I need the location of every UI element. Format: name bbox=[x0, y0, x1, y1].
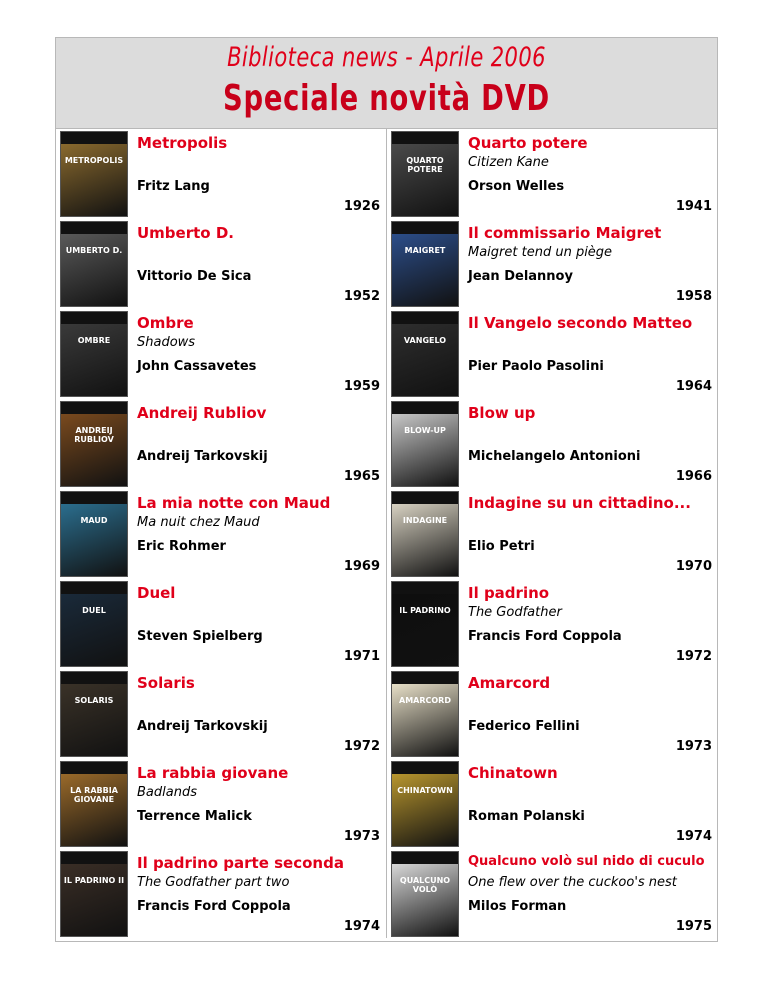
dvd-cover-band bbox=[61, 672, 127, 684]
film-director: Milos Forman bbox=[468, 899, 567, 914]
film-director: Roman Polanski bbox=[468, 809, 585, 824]
dvd-cover-label: QUALCUNO VOLÒ bbox=[399, 876, 451, 894]
film-year: 1974 bbox=[343, 919, 380, 934]
film-title: Indagine su un cittadino... bbox=[468, 494, 691, 512]
film-title: La mia notte con Maud bbox=[137, 494, 331, 512]
dvd-cover-art bbox=[392, 414, 458, 486]
dvd-info bbox=[468, 218, 714, 308]
dvd-cover-band bbox=[61, 492, 127, 504]
dvd-cover-art bbox=[392, 144, 458, 216]
dvd-cover-image bbox=[391, 671, 459, 757]
dvd-item bbox=[56, 668, 387, 758]
film-title: Quarto potere bbox=[468, 134, 588, 152]
dvd-cover-label: VANGELO bbox=[403, 336, 447, 345]
dvd-cover-band bbox=[61, 132, 127, 144]
dvd-cover-image bbox=[60, 761, 128, 847]
dvd-cover-band bbox=[392, 132, 458, 144]
film-director: Andreij Tarkovskij bbox=[137, 449, 268, 464]
dvd-cover-image bbox=[60, 401, 128, 487]
dvd-cover-band bbox=[392, 672, 458, 684]
dvd-cover-label: IL PADRINO II bbox=[63, 876, 125, 885]
dvd-cover-art bbox=[61, 144, 127, 216]
dvd-cover-band bbox=[61, 762, 127, 774]
dvd-cover-art bbox=[61, 774, 127, 846]
film-year: 1974 bbox=[675, 829, 712, 844]
film-director: Andreij Tarkovskij bbox=[137, 719, 268, 734]
dvd-item bbox=[56, 128, 387, 218]
film-year: 1970 bbox=[675, 559, 712, 574]
dvd-cover-image bbox=[391, 131, 459, 217]
film-title: Chinatown bbox=[468, 764, 558, 782]
dvd-cover-band bbox=[392, 312, 458, 324]
dvd-info bbox=[137, 668, 382, 758]
film-title: Blow up bbox=[468, 404, 536, 422]
dvd-cover-art bbox=[392, 234, 458, 306]
film-original-title: The Godfather part two bbox=[137, 875, 290, 890]
film-director: Fritz Lang bbox=[137, 179, 210, 194]
newsletter-page bbox=[55, 37, 718, 942]
film-director: Orson Welles bbox=[468, 179, 565, 194]
dvd-item bbox=[56, 758, 387, 848]
dvd-item bbox=[387, 848, 718, 938]
dvd-cover-art bbox=[61, 594, 127, 666]
dvd-item bbox=[387, 308, 718, 398]
dvd-cover-label: QUARTO POTERE bbox=[406, 156, 444, 174]
dvd-info bbox=[468, 578, 714, 668]
dvd-cover-band bbox=[61, 852, 127, 864]
dvd-cover-image bbox=[60, 851, 128, 937]
dvd-cover-label: METROPOLIS bbox=[64, 156, 124, 165]
dvd-cover-art bbox=[392, 864, 458, 936]
dvd-cover-label: UMBERTO D. bbox=[65, 246, 123, 255]
film-title: Il commissario Maigret bbox=[468, 224, 662, 242]
dvd-info bbox=[137, 848, 382, 938]
film-year: 1973 bbox=[343, 829, 380, 844]
dvd-cover-art bbox=[392, 594, 458, 666]
dvd-item bbox=[56, 488, 387, 578]
film-title: Amarcord bbox=[468, 674, 551, 692]
dvd-item bbox=[56, 848, 387, 938]
dvd-cover-label: LA RABBIA GIOVANE bbox=[70, 786, 118, 804]
dvd-cover-art bbox=[392, 774, 458, 846]
dvd-info bbox=[468, 128, 714, 218]
dvd-cover-label: ANDREIJ RUBLIOV bbox=[74, 426, 114, 444]
dvd-item bbox=[56, 308, 387, 398]
dvd-info bbox=[137, 308, 382, 398]
dvd-cover-image bbox=[60, 311, 128, 397]
film-title: Duel bbox=[137, 584, 176, 602]
newsletter-header bbox=[56, 38, 717, 129]
dvd-info bbox=[137, 488, 382, 578]
dvd-info bbox=[468, 668, 714, 758]
film-year: 1972 bbox=[343, 739, 380, 754]
film-director: Eric Rohmer bbox=[137, 539, 226, 554]
film-title: Andreij Rubliov bbox=[137, 404, 267, 422]
dvd-cover-art bbox=[61, 414, 127, 486]
dvd-cover-image bbox=[391, 761, 459, 847]
dvd-grid bbox=[56, 128, 717, 941]
film-year: 1952 bbox=[343, 289, 380, 304]
dvd-cover-label: MAUD bbox=[80, 516, 108, 525]
film-director: John Cassavetes bbox=[137, 359, 257, 374]
film-year: 1964 bbox=[675, 379, 712, 394]
dvd-cover-band bbox=[392, 852, 458, 864]
dvd-cover-band bbox=[61, 402, 127, 414]
dvd-item bbox=[387, 668, 718, 758]
dvd-item bbox=[387, 398, 718, 488]
film-year: 1972 bbox=[675, 649, 712, 664]
film-year: 1969 bbox=[343, 559, 380, 574]
dvd-info bbox=[468, 398, 714, 488]
dvd-cover-image bbox=[60, 671, 128, 757]
dvd-cover-art bbox=[61, 684, 127, 756]
dvd-cover-label: MAIGRET bbox=[404, 246, 446, 255]
film-director: Elio Petri bbox=[468, 539, 535, 554]
film-title: Il Vangelo secondo Matteo bbox=[468, 314, 693, 332]
dvd-cover-image bbox=[391, 311, 459, 397]
film-director: Francis Ford Coppola bbox=[137, 899, 291, 914]
page-title: Speciale novità DVD bbox=[223, 78, 550, 119]
dvd-cover-image bbox=[60, 131, 128, 217]
dvd-cover-art bbox=[392, 504, 458, 576]
film-year: 1958 bbox=[675, 289, 712, 304]
film-year: 1926 bbox=[343, 199, 380, 214]
dvd-cover-image bbox=[391, 491, 459, 577]
dvd-cover-label: SOLARIS bbox=[74, 696, 114, 705]
dvd-cover-band bbox=[392, 222, 458, 234]
dvd-cover-art bbox=[61, 324, 127, 396]
dvd-info bbox=[468, 308, 714, 398]
dvd-cover-image bbox=[391, 581, 459, 667]
dvd-item bbox=[387, 488, 718, 578]
dvd-cover-art bbox=[61, 234, 127, 306]
film-year: 1973 bbox=[675, 739, 712, 754]
dvd-cover-band bbox=[392, 582, 458, 594]
film-title: Umberto D. bbox=[137, 224, 234, 242]
dvd-info bbox=[468, 488, 714, 578]
dvd-cover-image bbox=[60, 491, 128, 577]
dvd-cover-art bbox=[61, 864, 127, 936]
dvd-cover-image bbox=[60, 221, 128, 307]
film-director: Francis Ford Coppola bbox=[468, 629, 622, 644]
dvd-info bbox=[137, 398, 382, 488]
dvd-cover-band bbox=[61, 222, 127, 234]
dvd-cover-label: INDAGINE bbox=[402, 516, 448, 525]
film-title: Qualcuno volò sul nido di cuculo bbox=[468, 854, 705, 869]
film-director: Jean Delannoy bbox=[468, 269, 573, 284]
dvd-cover-image bbox=[391, 401, 459, 487]
dvd-item bbox=[56, 218, 387, 308]
dvd-cover-label: CHINATOWN bbox=[397, 786, 453, 795]
film-original-title: Citizen Kane bbox=[468, 155, 549, 170]
dvd-cover-art bbox=[392, 684, 458, 756]
dvd-cover-label: OMBRE bbox=[77, 336, 111, 345]
dvd-info bbox=[468, 848, 714, 938]
dvd-cover-band bbox=[392, 762, 458, 774]
dvd-cover-image bbox=[391, 851, 459, 937]
dvd-cover-art bbox=[61, 504, 127, 576]
dvd-cover-label: AMARCORD bbox=[399, 696, 451, 705]
dvd-item bbox=[387, 218, 718, 308]
dvd-cover-band bbox=[392, 402, 458, 414]
film-director: Steven Spielberg bbox=[137, 629, 263, 644]
dvd-cover-band bbox=[61, 582, 127, 594]
dvd-item bbox=[387, 758, 718, 848]
newsletter-subtitle: Biblioteca news - Aprile 2006 bbox=[227, 42, 546, 73]
film-title: Ombre bbox=[137, 314, 194, 332]
film-year: 1959 bbox=[343, 379, 380, 394]
dvd-info bbox=[137, 128, 382, 218]
dvd-item bbox=[387, 578, 718, 668]
film-year: 1971 bbox=[343, 649, 380, 664]
film-original-title: Maigret tend un piège bbox=[468, 245, 613, 260]
film-original-title: Badlands bbox=[137, 785, 197, 800]
dvd-cover-label: BLOW-UP bbox=[404, 426, 446, 435]
film-title: Il padrino parte seconda bbox=[137, 854, 344, 872]
film-original-title: One flew over the cuckoo's nest bbox=[468, 875, 677, 890]
film-year: 1965 bbox=[343, 469, 380, 484]
dvd-cover-art bbox=[392, 324, 458, 396]
dvd-info bbox=[137, 758, 382, 848]
film-title: Metropolis bbox=[137, 134, 228, 152]
film-director: Michelangelo Antonioni bbox=[468, 449, 641, 464]
dvd-cover-label: DUEL bbox=[82, 606, 106, 615]
dvd-item bbox=[56, 578, 387, 668]
dvd-cover-label: IL PADRINO bbox=[399, 606, 451, 615]
film-original-title: Ma nuit chez Maud bbox=[137, 515, 260, 530]
film-director: Pier Paolo Pasolini bbox=[468, 359, 604, 374]
dvd-cover-band bbox=[61, 312, 127, 324]
film-title: La rabbia giovane bbox=[137, 764, 289, 782]
dvd-cover-image bbox=[391, 221, 459, 307]
film-director: Terrence Malick bbox=[137, 809, 252, 824]
film-original-title: The Godfather bbox=[468, 605, 562, 620]
film-director: Vittorio De Sica bbox=[137, 269, 252, 284]
film-title: Il padrino bbox=[468, 584, 550, 602]
dvd-info bbox=[137, 218, 382, 308]
film-year: 1941 bbox=[675, 199, 712, 214]
dvd-info bbox=[137, 578, 382, 668]
film-year: 1966 bbox=[675, 469, 712, 484]
film-year: 1975 bbox=[675, 919, 712, 934]
film-title: Solaris bbox=[137, 674, 195, 692]
dvd-cover-image bbox=[60, 581, 128, 667]
dvd-info bbox=[468, 758, 714, 848]
film-director: Federico Fellini bbox=[468, 719, 580, 734]
dvd-item bbox=[56, 398, 387, 488]
dvd-item bbox=[387, 128, 718, 218]
film-original-title: Shadows bbox=[137, 335, 196, 350]
dvd-cover-band bbox=[392, 492, 458, 504]
